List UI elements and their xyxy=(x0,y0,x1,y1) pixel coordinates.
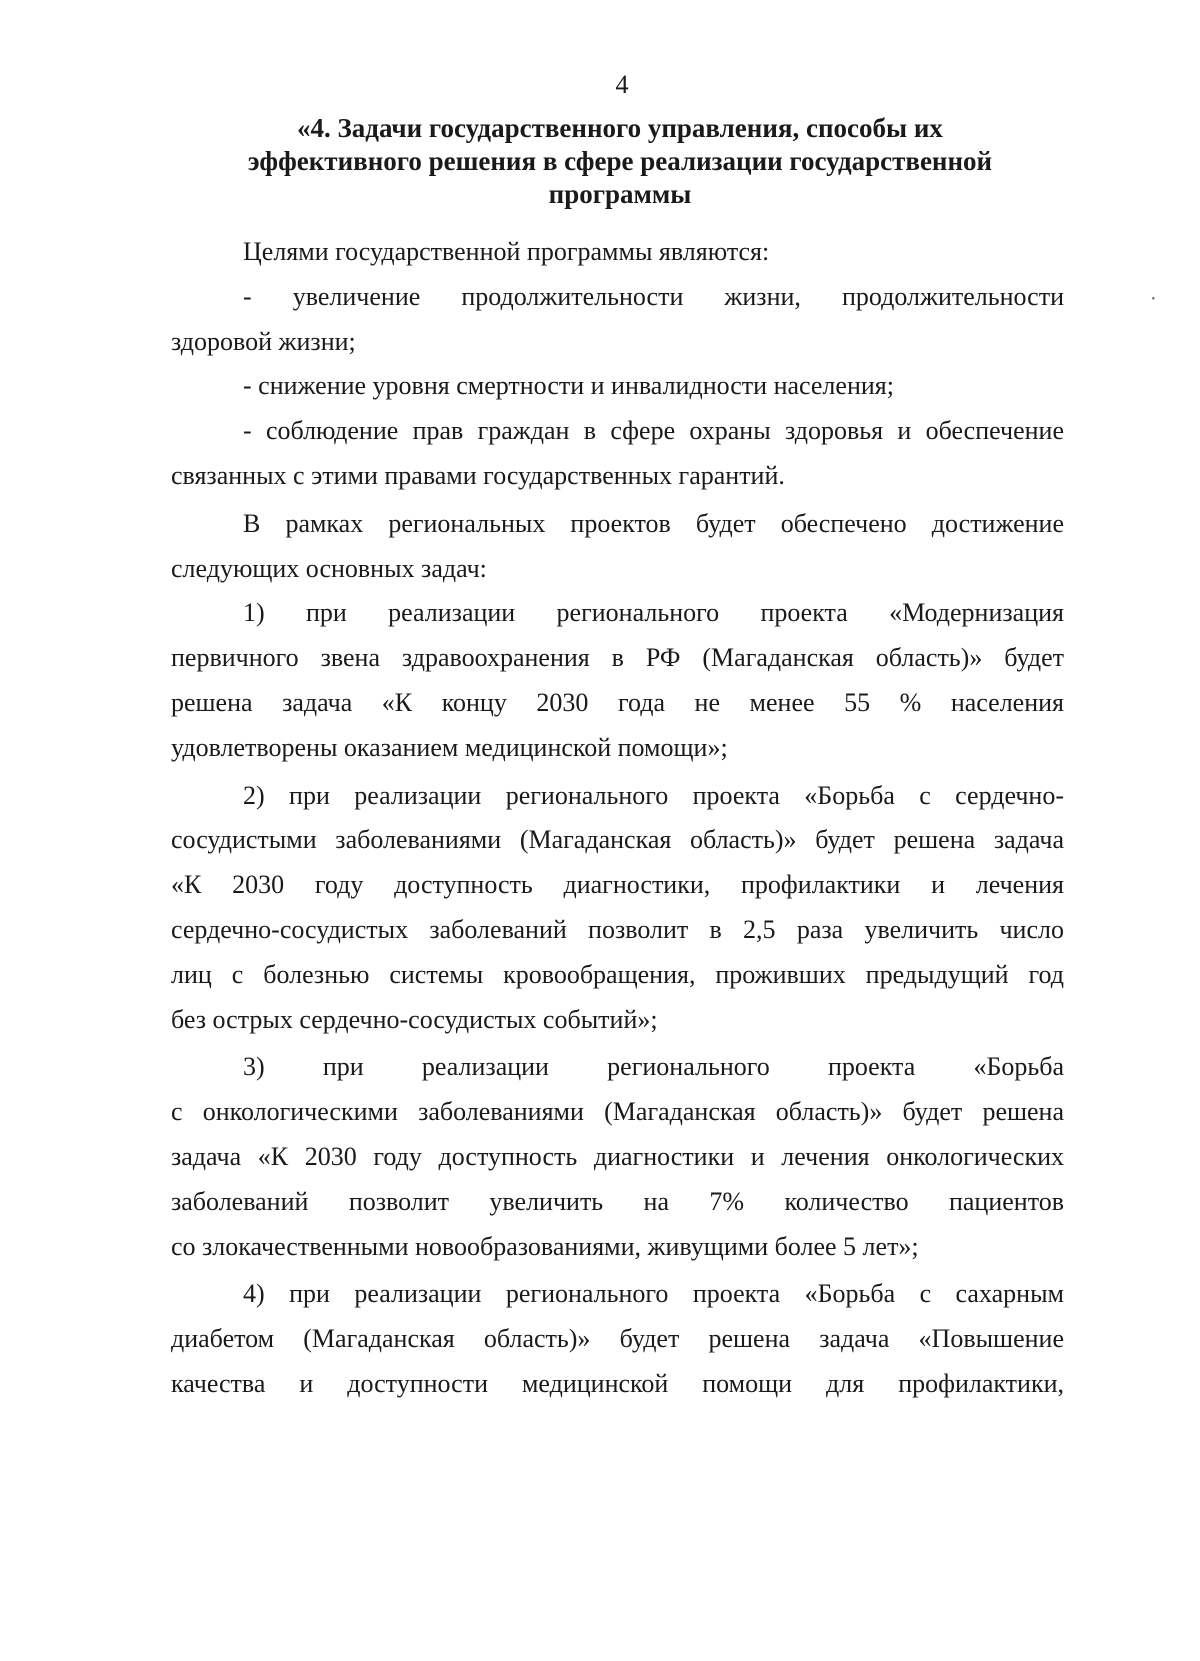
goals-intro: Целями государственной программы являются: xyxy=(243,237,770,266)
goals-intro-paragraph xyxy=(171,230,1064,275)
task-3-line-1: 3) при реализации регионального проекта «Борьба xyxy=(243,1052,1064,1082)
task-1-line-3: решена задача «К концу 2030 года не менее 55 % населения xyxy=(171,687,1064,717)
task-2-paragraph xyxy=(171,774,1064,1043)
goal-1-line-1: - увеличение продолжительности жизни, продолжительности xyxy=(243,281,1064,311)
scan-speck: · xyxy=(1150,288,1157,310)
goal-2-line-1: - снижение уровня смертности и инвалидности населения; xyxy=(243,371,894,401)
task-1-paragraph xyxy=(171,591,1064,770)
task-2-line-5: лиц с болезнью системы кровообращения, проживших предыдущий год xyxy=(171,959,1064,989)
task-1-line-1: 1) при реализации регионального проекта «Модернизация xyxy=(243,598,1064,628)
tasks-intro-line-1: В рамках региональных проектов будет обеспечено достижение xyxy=(243,508,1064,538)
heading-line-3: программы xyxy=(548,179,692,209)
task-1-line-4: удовлетворены оказанием медицинской помощи»; xyxy=(171,732,728,762)
task-3-line-3: задача «К 2030 году доступность диагностики и лечения онкологических xyxy=(171,1141,1064,1171)
task-2-line-3: «К 2030 году доступность диагностики, профилактики и лечения xyxy=(171,870,1064,900)
tasks-intro-line-2: следующих основных задач: xyxy=(171,553,487,583)
task-4-line-3: качества и доступности медицинской помощи для профилактики, xyxy=(171,1368,1064,1398)
goal-1-line-2: здоровой жизни; xyxy=(171,326,356,356)
task-1-line-2: первичного звена здравоохранения в РФ (Магаданская область)» будет xyxy=(171,643,1064,673)
section-heading xyxy=(200,112,1040,211)
task-3-line-2: с онкологическими заболеваниями (Магаданская область)» будет решена xyxy=(171,1097,1064,1127)
task-2-line-2: сосудистыми заболеваниями (Магаданская область)» будет решена задача xyxy=(171,825,1064,855)
page-number: 4 xyxy=(615,70,629,99)
task-4-line-1: 4) при реализации регионального проекта «Борьба с сахарным xyxy=(243,1279,1064,1309)
task-3-paragraph xyxy=(171,1045,1064,1269)
task-3-line-4: заболеваний позволит увеличить на 7% количество пациентов xyxy=(171,1186,1064,1216)
task-2-line-4: сердечно-сосудистых заболеваний позволит в 2,5 раза увеличить число xyxy=(171,914,1064,944)
task-4-paragraph xyxy=(171,1272,1064,1406)
goal-2-paragraph xyxy=(171,364,1064,409)
task-4-line-2: диабетом (Магаданская область)» будет решена задача «Повышение xyxy=(171,1324,1064,1354)
body-text xyxy=(171,230,1064,1407)
task-3-line-5: со злокачественными новообразованиями, живущими более 5 лет»; xyxy=(171,1231,919,1261)
goal-1-paragraph xyxy=(171,275,1064,365)
goal-3-line-1: - соблюдение прав граждан в сфере охраны здоровья и обеспечение xyxy=(243,416,1064,446)
heading-line-2: эффективного решения в сфере реализации государственной xyxy=(247,146,993,176)
goal-3-paragraph xyxy=(171,409,1064,499)
task-2-line-1: 2) при реализации регионального проекта «Борьба с сердечно- xyxy=(243,780,1064,810)
goal-3-line-2: связанных с этими правами государственных гарантий. xyxy=(171,460,785,490)
task-2-line-6: без острых сердечно-сосудистых событий»; xyxy=(171,1004,658,1034)
heading-line-1: «4. Задачи государственного управления, способы их xyxy=(297,113,943,143)
tasks-intro-paragraph xyxy=(171,502,1064,592)
